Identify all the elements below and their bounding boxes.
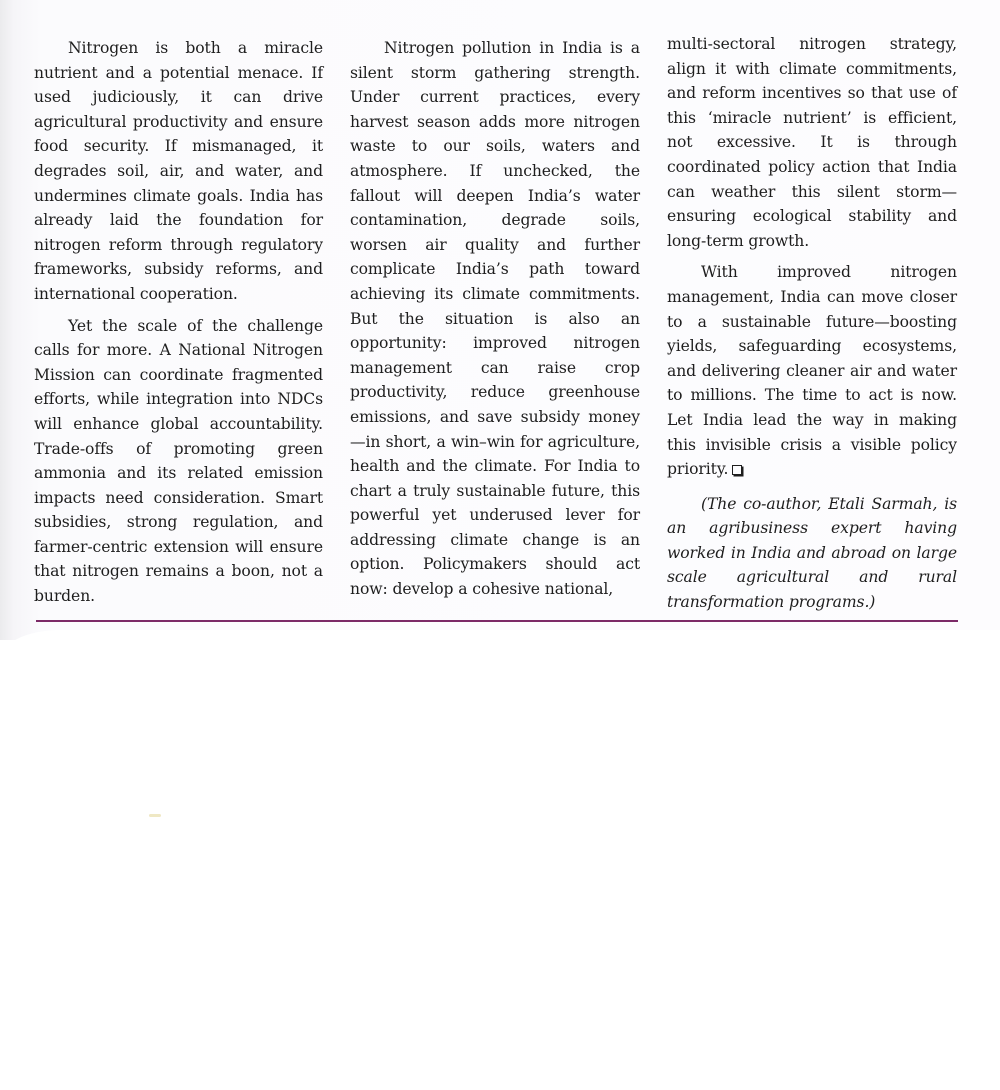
article-column-1	[34, 36, 323, 609]
paragraph-silent-storm: Nitrogen pollution in India is a silent storm gathering strength. Under current practices, every harvest season adds more nitrogen waste to our soils, waters and atmosphere. If unchecked, the fallout will deepen India’s water contamination, degrade soils, worsen air quality and further complicate India’s path toward achieving its climate commitments. But the situation is also an opportunity: improved nitrogen management can raise crop productivity, reduce greenhouse emissions, and save subsidy money—in short, a win–win for agriculture, health and the climate. For India to chart a truly sustainable future, this powerful yet underused lever for addressing climate change is an option. Policymakers should act now: develop a cohesive national,	[350, 39, 640, 599]
article-column-2	[350, 36, 640, 602]
page-edge-curve	[0, 630, 1000, 1090]
end-mark-icon	[732, 465, 742, 475]
author-note: (The co-author, Etali Sarmah, is an agribusiness expert having worked in India and abroad on large scale agricultural and rural transformation programs.)	[667, 494, 957, 612]
paragraph-national-mission: Yet the scale of the challenge calls for more. A National Nitrogen Mission can coordinate fragmented efforts, while integration into NDCs will enhance global accountability. Trade-offs of promoting green ammonia and its related emission impacts need consideration. Smart subsidies, strong regulation, and farmer-centric extension will ensure that nitrogen remains a boon, not a burden.	[34, 316, 323, 606]
section-divider-rule	[36, 620, 958, 622]
paragraph-time-to-act-text: With improved nitrogen management, India can move closer to a sustainable future—boosting yields, safeguarding ecosystems, and delivering cleaner air and water to millions. The time to act is now. Let India lead the way in making this invisible crisis a visible policy priority.	[667, 263, 957, 479]
article-column-3	[667, 32, 957, 615]
paragraph-nitrogen-miracle: Nitrogen is both a miracle nutrient and a potential menace. If used judiciously, it can drive agricultural productivity and ensure food security. If mismanaged, it degrades soil, air, and water, and undermines climate goals. India has already laid the foundation for nitrogen reform through regulatory frameworks, subsidy reforms, and international cooperation.	[34, 39, 323, 303]
paragraph-strategy-continued: multi-sectoral nitrogen strategy, align it with climate commitments, and reform incentives so that use of this ‘miracle nutrient’ is efficient, not excessive. It is through coordinated policy action that India can weather this silent storm—ensuring ecological stability and long-term growth.	[667, 35, 957, 250]
paragraph-time-to-act	[667, 260, 957, 481]
scan-speck	[149, 814, 161, 817]
